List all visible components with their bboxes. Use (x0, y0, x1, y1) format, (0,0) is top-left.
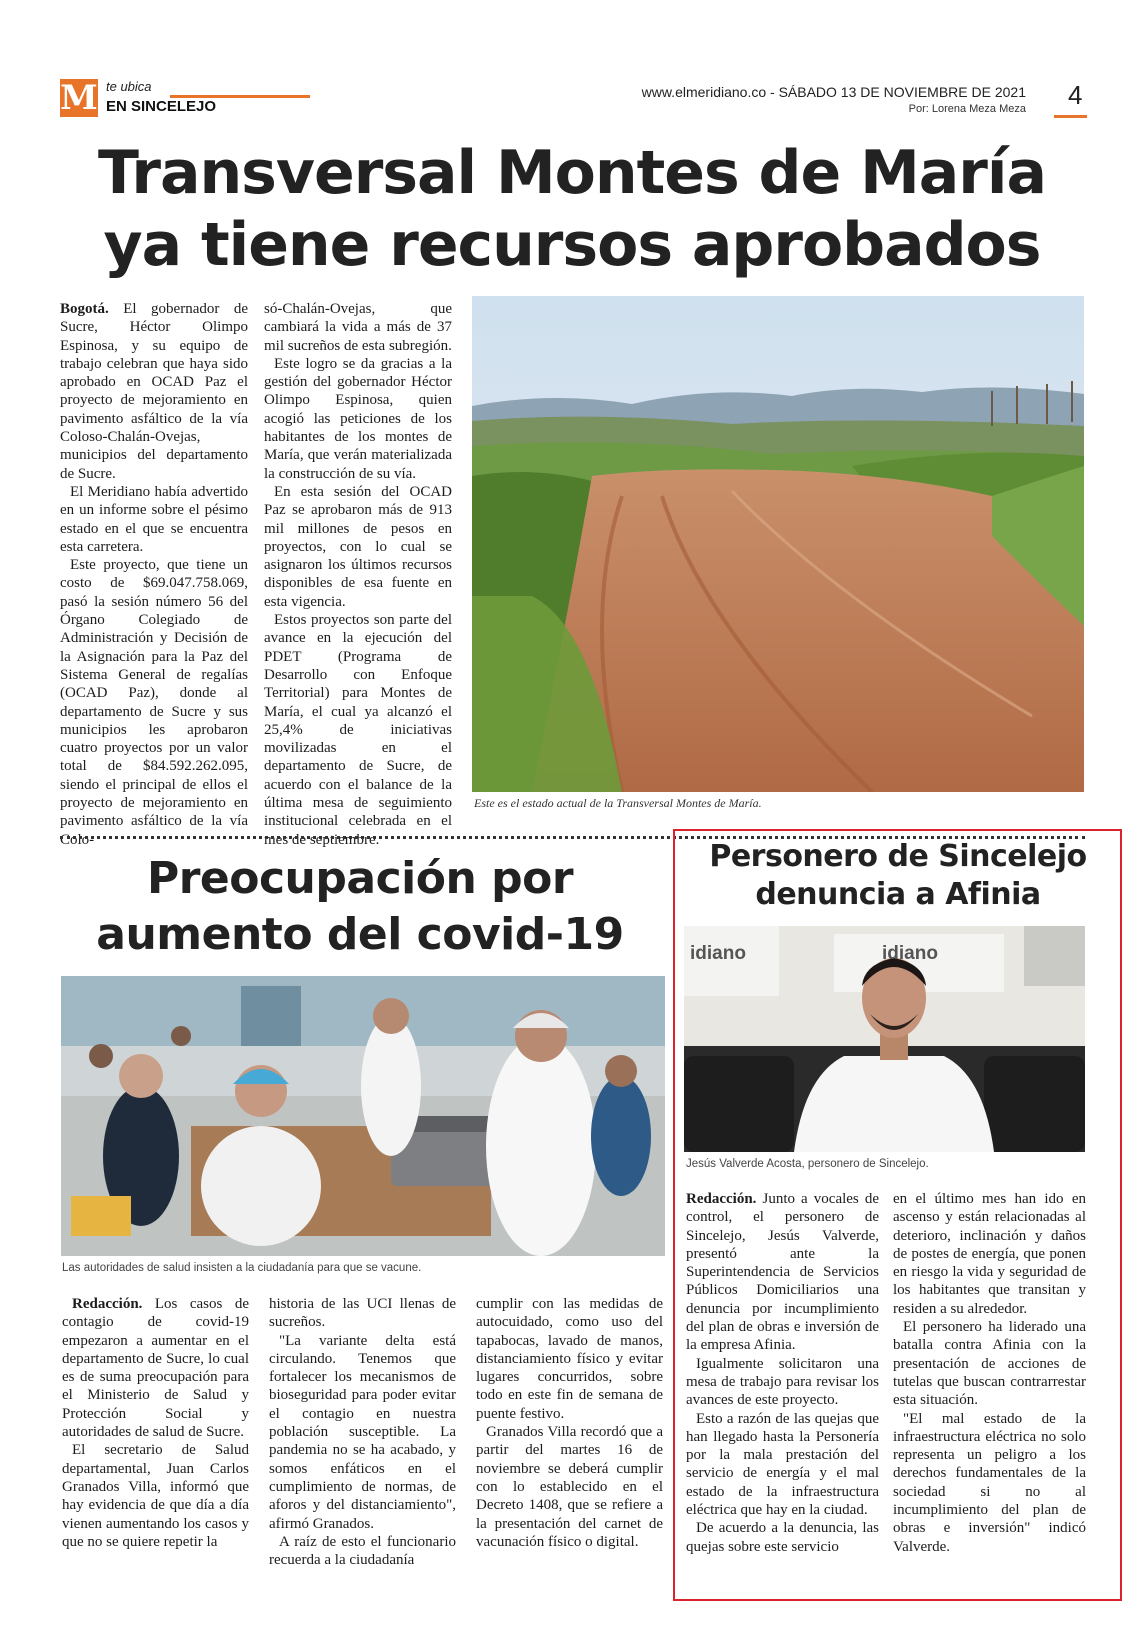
article3-column1 (686, 1190, 879, 1556)
personero-photo-caption: Jesús Valverde Acosta, personero de Sincelejo. (686, 1158, 929, 1170)
article3-col1-p2: Igualmente solicitaron una mesa de trabajo para revisar los avances de este proyecto. (686, 1355, 879, 1409)
article2-col1-p2: El secretario de Salud departamental, Juan Carlos Granados Villa, informó que hay evidencia de que día a día vienen aumentando los casos y que no se quiere repetir la (62, 1442, 249, 1550)
article1-col1-p2: El Meridiano había advertido en un informe sobre el pésimo estado en el que se encuentra esta carretera. (60, 483, 248, 555)
page-number-underline (1054, 115, 1087, 118)
article3-col2-p1: en el último mes han ido en ascenso y están relacionadas al deterioro, inclinación y daños de postes de energía, que ponen en riesgo la vida y seguridad de los habitantes que transitan y residen a su alrededor. (893, 1191, 1086, 1317)
article2-col2-p1: historia de las UCI llenas de sucreños. (269, 1296, 456, 1331)
article2-column2 (269, 1295, 456, 1569)
article2-col3-p2: Granados Villa recordó que a partir del martes 16 de noviembre se deberá cumplir con lo establecido en el Decreto 1408, que se refiere a la presentación del carnet de vacunación físico o digital. (476, 1424, 663, 1550)
photo-wall-logo-right: idiano (882, 943, 938, 964)
article3-col2-p3: "El mal estado de la infraestructura eléctrica no solo representa un peligro a los derechos fundamentales de la sociedad si no al incumplimiento del plan de obras e inversión" indicó Valverde. (893, 1410, 1086, 1555)
article3-headline-line1: Personero de Sincelejo (709, 839, 1087, 874)
article2-col2-p2: "La variante delta está circulando. Tenemos que fortalecer los mecanismos de bioseguridad para poder evitar el contagio en nuestra población susceptible. La pandemia no se ha acabado, y somos enfáticos en el cumplimiento de normas, de aforos y del distanciamiento", afirmó Granados. (269, 1332, 456, 1532)
article2-column1 (62, 1295, 249, 1551)
article1-column2 (264, 300, 452, 849)
article1-col2-p1: só-Chalán-Ovejas, que cambiará la vida a más de 37 mil sucreños de esta subregión. (264, 301, 452, 354)
photo-wall-logo-left: idiano (690, 943, 746, 964)
article1-headline-line1: Transversal Montes de María (98, 138, 1046, 208)
article2-col2-p3: A raíz de esto el funcionario recuerda a la ciudadanía (269, 1533, 456, 1569)
article1-headline-line2: ya tiene recursos aprobados (103, 210, 1041, 280)
article1-col2-p4: Estos proyectos son parte del avance en la ejecución del PDET (Programa de Desarrollo con Enfoque Territorial) para Montes de María, el cual ya alcanzó el 25,4% de iniciativas movilizadas en el departamento de Sucre, de acuerdo con el balance de la última mesa de seguimiento institucional celebrada en el mes de septiembre. (264, 612, 452, 848)
article1-dateline: Bogotá. (60, 301, 109, 317)
article3-col1-p3: Esto a razón de las quejas que han llegado hasta la Personería por la mala prestación del servicio de energía y el mal estado de la infraestructura eléctrica que hay en la ciudad. (686, 1410, 879, 1519)
section-tagline-top: te ubica (106, 79, 152, 94)
road-photo (472, 296, 1084, 792)
article2-col3-p1: cumplir con las medidas de autocuidado, como uso del tapabocas, lavado de manos, distanciamiento físico y evitar lugares concurridos, sobre todo en este fin de semana de puente festivo. (476, 1296, 663, 1422)
article3-col1-p4: De acuerdo a la denuncia, las quejas sobre este servicio (686, 1520, 879, 1555)
page-number: 4 (1068, 80, 1083, 110)
article2-byline: Redacción. (72, 1296, 143, 1312)
newspaper-logo: M (60, 78, 98, 118)
vaccination-photo-caption: Las autoridades de salud insisten a la ciudadanía para que se vacune. (62, 1262, 422, 1274)
article3-column2 (893, 1190, 1086, 1556)
article2-column3 (476, 1295, 663, 1551)
article1-col1-p1: El gobernador de Sucre, Héctor Olimpo Espinosa, y su equipo de trabajo celebran que haya sido aprobado en OCAD Paz el proyecto de mejoramiento en pavimento asfáltico de la vía Coloso-Chalán-Ovejas, municipios del departamento de Sucre. (60, 301, 248, 482)
article1-col1-p3: Este proyecto, que tiene un costo de $69.047.758.069, pasó la sesión número 56 del Órgano Colegiado de Administración y Decisión de la Asignación para la Paz del Sistema General de regalías (OCAD Paz), donde al departamento de Sucre y sus municipios les aprobaron cuatro proyectos por un valor total de $84.592.262.095, siendo el principal de ellos el proyecto de mejoramiento en pavimento asfáltico de la vía Colo- (60, 557, 248, 848)
article3-headline-line2: denuncia a Afinia (755, 877, 1041, 912)
article3-byline: Redacción. (686, 1191, 757, 1207)
article1-col2-p3: En esta sesión del OCAD Paz se aprobaron más de 913 mil millones de pesos en proyectos, con lo cual se asignaron los últimos recursos disponibles de esa fuente en esta vigencia. (264, 483, 452, 610)
header-author: Por: Lorena Meza Meza (908, 103, 1026, 115)
article1-column1 (60, 300, 248, 849)
section-name: EN SINCELEJO (106, 98, 217, 115)
header-date-line: www.elmeridiano.co - SÁBADO 13 DE NOVIEMBRE DE 2021 (641, 84, 1026, 100)
article2-col1-p1: Los casos de contagio de covid-19 empezaron a aumentar en el departamento de Sucre, lo cual es de suma preocupación para el Ministerio de Salud y Protección Social y autoridades de salud de Sucre. (62, 1296, 249, 1441)
vaccination-photo (61, 976, 665, 1256)
article2-headline-line1: Preocupación por (146, 853, 574, 904)
article1-col2-p2: Este logro se da gracias a la gestión del gobernador Héctor Olimpo Espinosa, quien acogió las peticiones de los habitantes de los montes de María, que verán materializada la construcción de su vía. (264, 355, 452, 482)
article2-headline-line2: aumento del covid-19 (96, 909, 624, 960)
article3-col2-p2: El personero ha liderado una batalla contra Afinia con la presentación de acciones de tutelas que buscan contrarrestar esta situación. (893, 1319, 1086, 1409)
road-photo-caption: Este es el estado actual de la Transversal Montes de María. (474, 796, 762, 810)
article3-col1-p1: Junto a vocales de control, el personero de Sincelejo, Jesús Valverde, presentó ante la Superintendencia de Servicios Públicos Domiciliarios una denuncia por incumplimiento del plan de obras e inversión de la empresa Afinia. (686, 1191, 879, 1354)
